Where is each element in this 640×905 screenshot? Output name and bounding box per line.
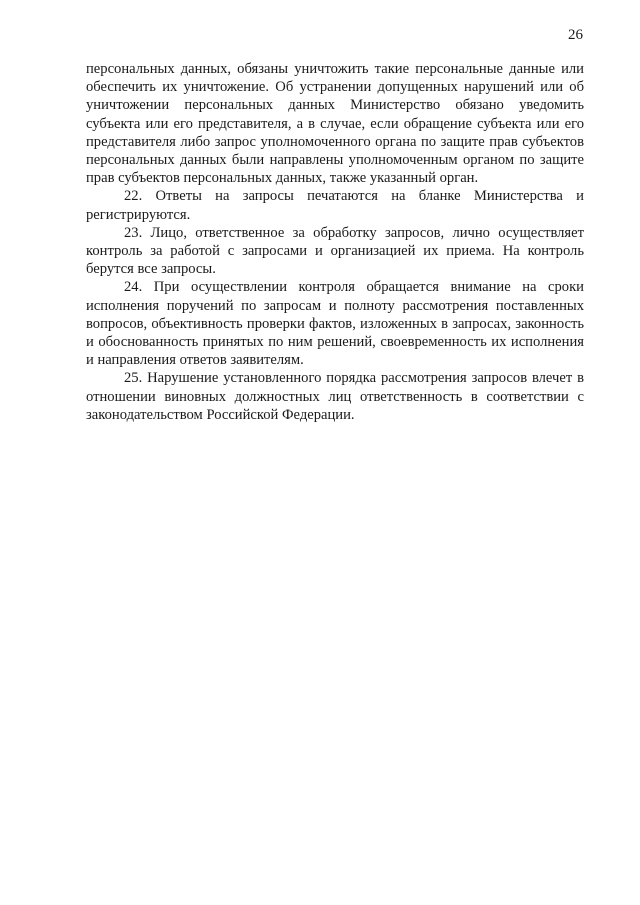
paragraph-22: 22. Ответы на запросы печатаются на бланке Министерства и регистрируются.: [86, 188, 584, 223]
page-number: 26: [568, 27, 583, 43]
document-body: [86, 60, 584, 424]
paragraph-24: 24. При осуществлении контроля обращается внимание на сроки исполнения поручений по запросам и полноту рассмотрения поставленных вопросов, объективность проверки фактов, изложенных в запросах, законность и обоснованность принятых по ним решений, своевременность их исполнения и направления ответов заявителям.: [86, 279, 584, 369]
paragraph-25: 25. Нарушение установленного порядка рассмотрения запросов влечет в отношении виновных должностных лиц ответственность в соответствии с законодательством Российской Федерации.: [86, 370, 584, 423]
paragraph-23: 23. Лицо, ответственное за обработку запросов, лично осуществляет контроль за работой с запросами и организацией их приема. На контроль берутся все запросы.: [86, 224, 584, 278]
paragraph-continuation: персональных данных, обязаны уничтожить такие персональные данные или обеспечить их уничтожение. Об устранении допущенных нарушений или об уничтожении персональных данных Министерство обязано уведомить субъекта или его представителя, а в случае, если обращение субъекта или его представителя либо запрос уполномоченного органа по защите прав субъектов персональных данных были направлены уполномоченным органом по защите прав субъектов персональных данных, также указанный орган.: [86, 61, 584, 187]
